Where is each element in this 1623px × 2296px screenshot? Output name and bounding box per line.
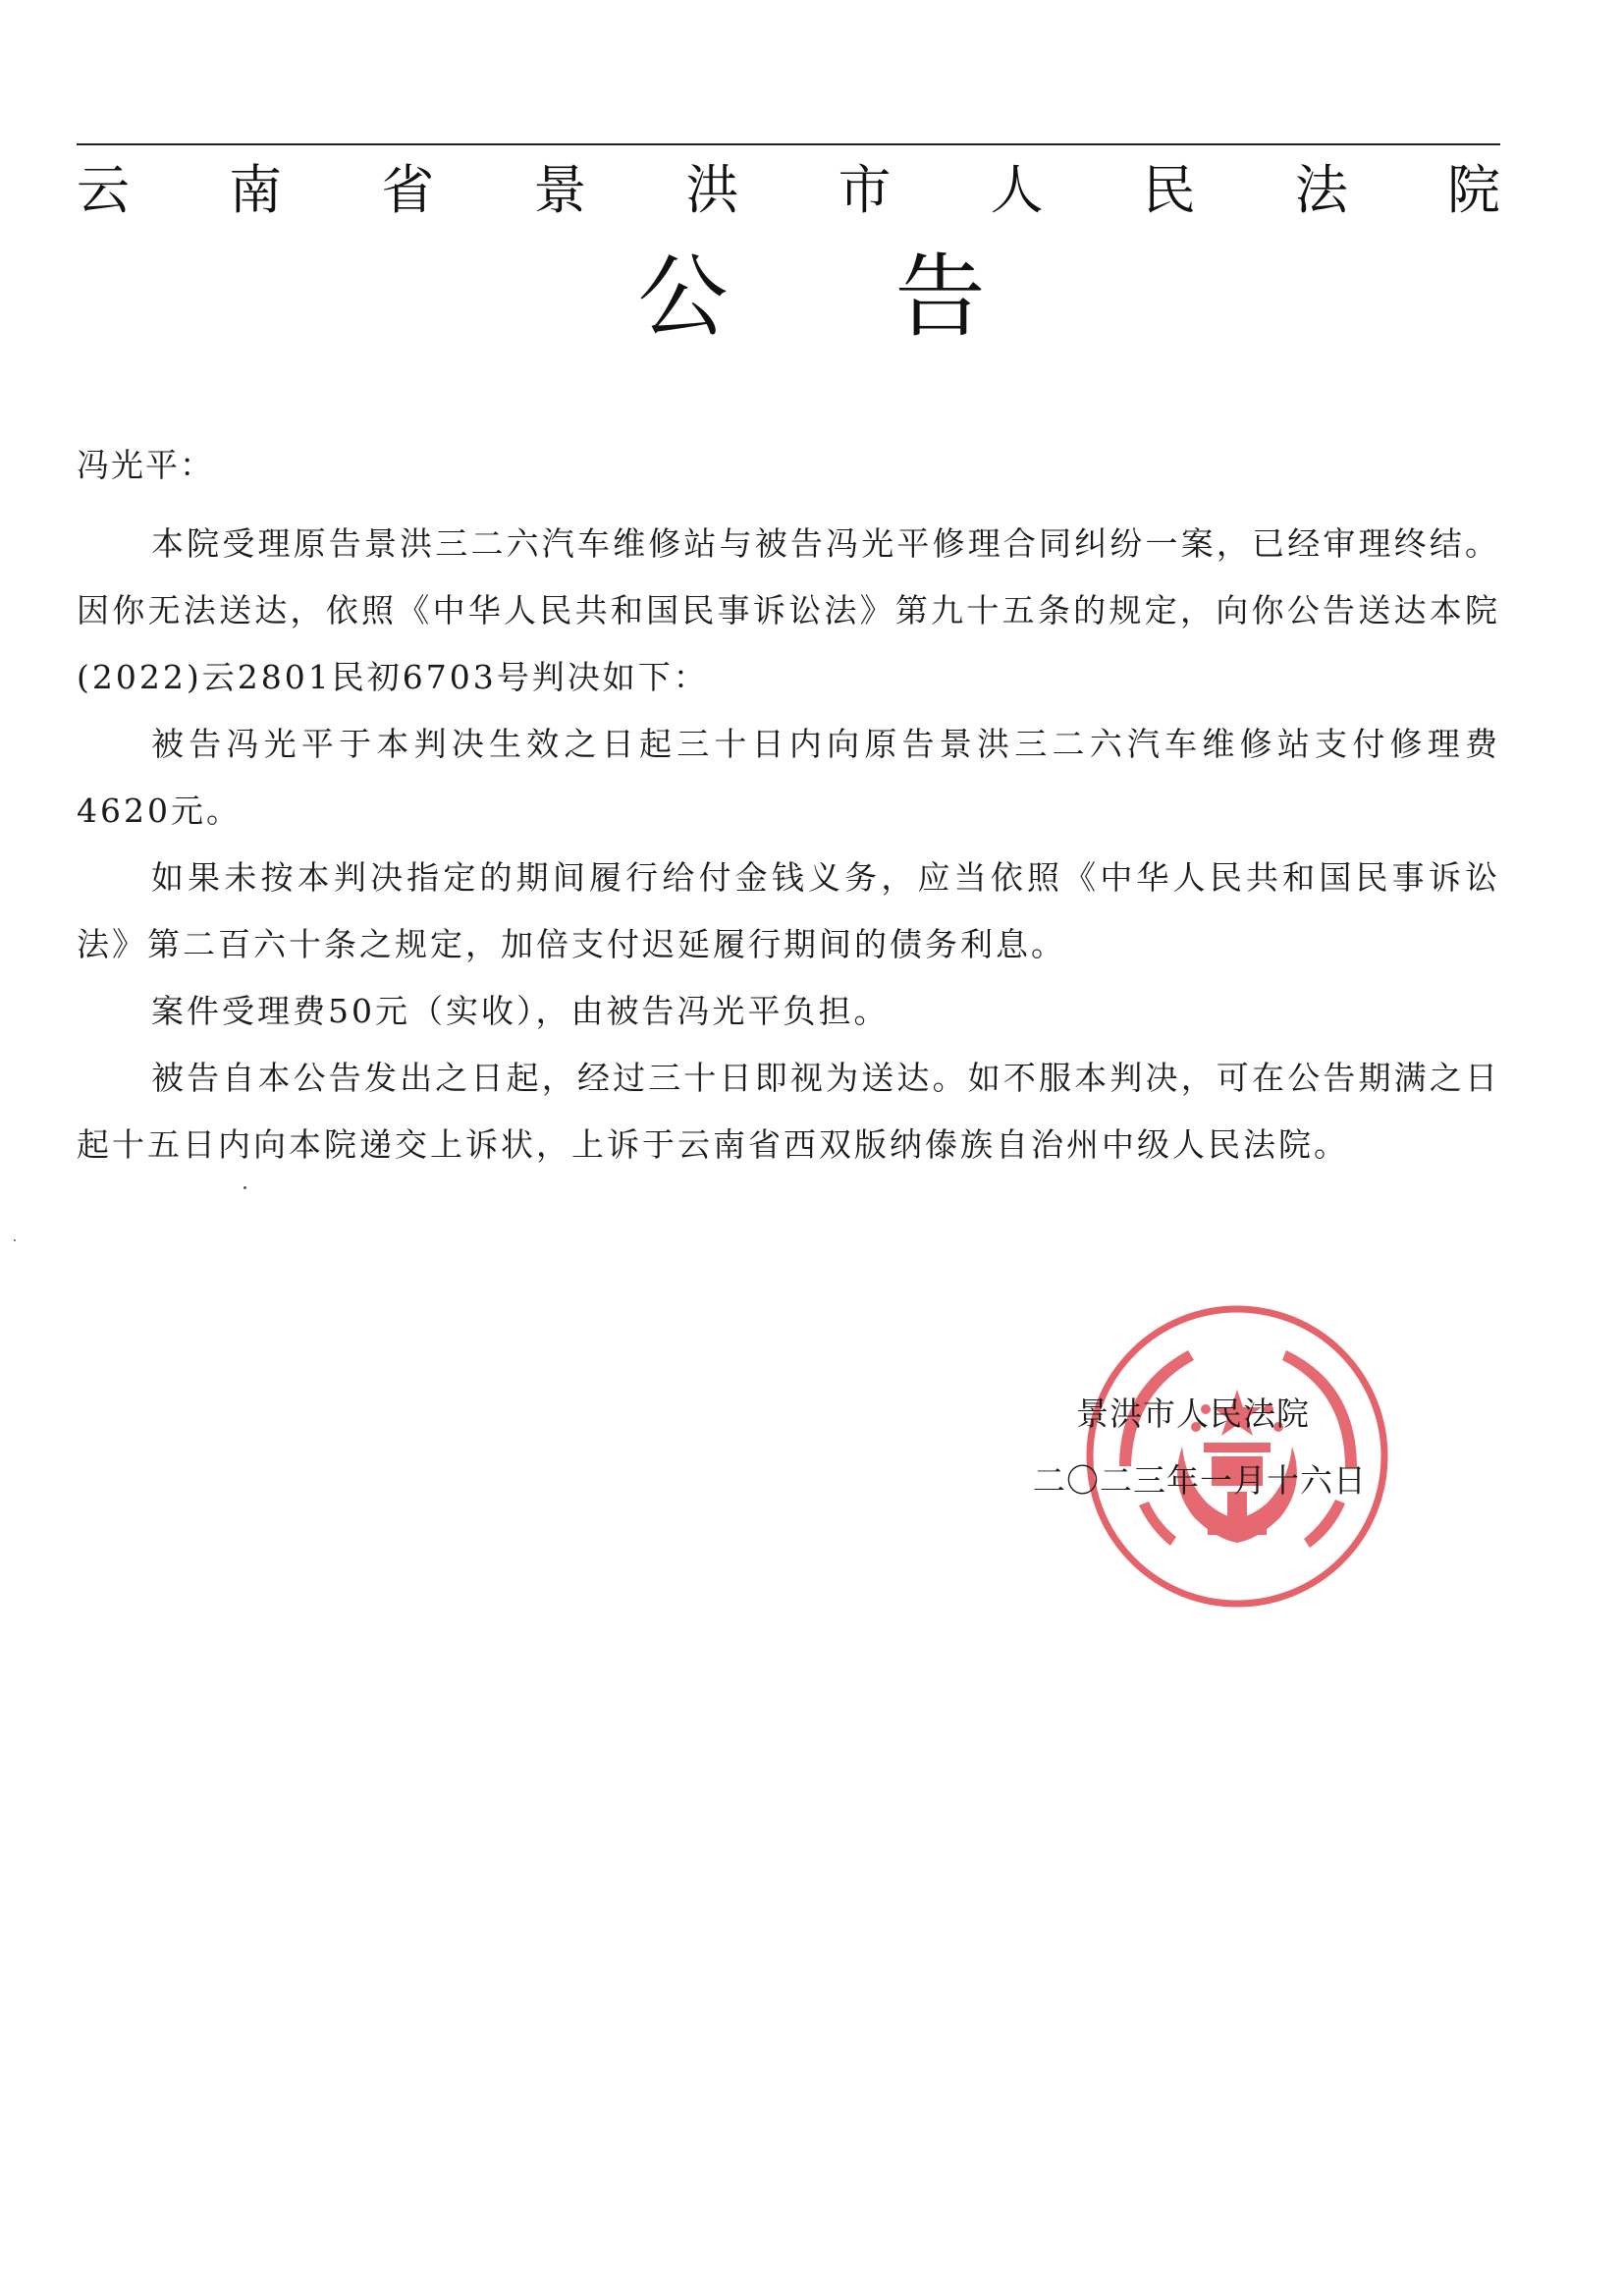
court-name-char: 院: [1446, 159, 1500, 221]
signature-court: 景洪市人民法院: [1076, 1394, 1310, 1433]
header-rule: [77, 143, 1500, 145]
court-name-char: 省: [381, 159, 435, 221]
signature-date: 二〇二三年一月十六日: [1033, 1461, 1367, 1500]
scan-speck: [243, 1186, 246, 1189]
court-name-char: 法: [1294, 159, 1348, 221]
court-name-char: 景: [533, 159, 587, 221]
paragraph-late-interest: 如果未按本判决指定的期间履行给付金钱义务，应当依照《中华人民共和国民事诉讼法》第二百六十条之规定，加倍支付迟延履行期间的债务利息。: [77, 858, 1500, 963]
document-title: [0, 244, 1623, 352]
court-name-char: 民: [1142, 159, 1196, 221]
court-seal-stamp: [1080, 1299, 1394, 1613]
court-name-char: 云: [77, 159, 130, 221]
court-name-char: 市: [838, 159, 892, 221]
paragraph-case-fee: 案件受理费50元（实收），由被告冯光平负担。: [151, 992, 890, 1030]
court-name-char: 人: [990, 159, 1044, 221]
court-name-header: [77, 155, 1500, 226]
paragraph-service-appeal: 被告自本公告发出之日起，经过三十日即视为送达。如不服本判决，可在公告期满之日起十五日内向本院递交上诉状，上诉于云南省西双版纳傣族自治州中级人民法院。: [77, 1059, 1500, 1164]
scan-speck: [14, 1239, 16, 1241]
notice-body: [77, 511, 1500, 1178]
title-char: 公: [637, 245, 729, 350]
court-name-char: 洪: [685, 159, 739, 221]
paragraph-case-intro: 本院受理原告景洪三二六汽车维修站与被告冯光平修理合同纠纷一案，已经审理终结。因你无法送达，依照《中华人民共和国民事诉讼法》第九十五条的规定，向你公告送达本院(2022)云2801民初6703号判决如下：: [77, 524, 1500, 696]
court-name-char: 南: [229, 159, 283, 221]
paragraph-judgment: 被告冯光平于本判决生效之日起三十日内向原告景洪三二六汽车维修站支付修理费4620元。: [77, 725, 1500, 830]
title-char: 告: [894, 245, 986, 350]
addressee: 冯光平：: [77, 446, 214, 484]
